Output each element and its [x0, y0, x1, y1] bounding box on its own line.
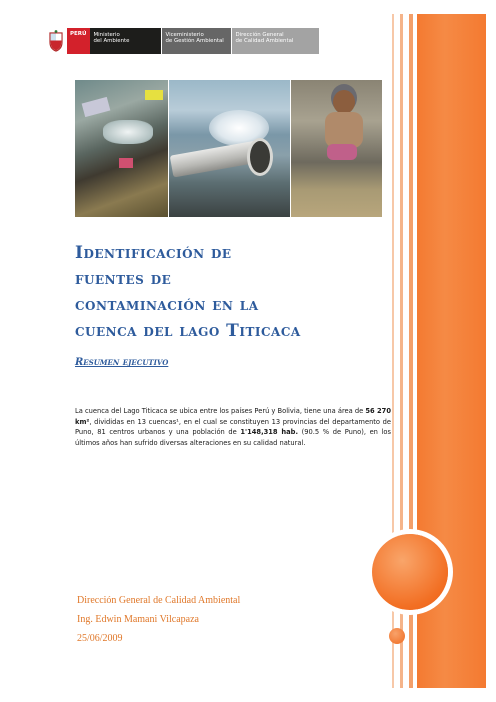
cover-photo-strip: [75, 80, 382, 217]
coat-of-arms-icon: [48, 30, 64, 52]
ministry-block: Ministerio del Ambiente: [90, 28, 161, 54]
directorate-block: Dirección General de Calidad Ambiental: [231, 28, 319, 54]
country-label: PERÚ: [67, 28, 90, 54]
photo-polluted-riverbank: [75, 80, 168, 217]
orange-circle-large: [372, 534, 448, 610]
document-footer: [77, 591, 240, 648]
header-logo-bar: [48, 28, 319, 54]
footer-date: 25/06/2009: [77, 633, 123, 644]
footer-author: Ing. Edwin Mamani Vilcapaza: [77, 614, 199, 625]
footer-department: Dirección General de Calidad Ambiental: [77, 595, 241, 606]
photo-discharge-pipe: [169, 80, 290, 217]
photo-child-at-water: [291, 80, 382, 217]
vice-ministry-block: Viceministerio de Gestión Ambiental: [161, 28, 231, 54]
document-title: Identificación de fuentes de contaminación en la cuenca del lago Titicaca: [75, 243, 301, 341]
orange-circle-small: [389, 628, 405, 644]
document-subtitle: Resumen ejecutivo: [75, 357, 169, 368]
executive-summary-paragraph: La cuenca del Lago Titicaca se ubica entre los países Perú y Bolivia, tiene una área de 56 270 km², divididas en 13 cuencas¹, en el cual se constituyen 13 provincias del departamento de Puno, 81 centros urbanos y una población de 1'148,318 hab. (90.5 % de Puno), en los últimos años han sufrido diversas alteraciones en su calidad natural.: [75, 407, 391, 448]
